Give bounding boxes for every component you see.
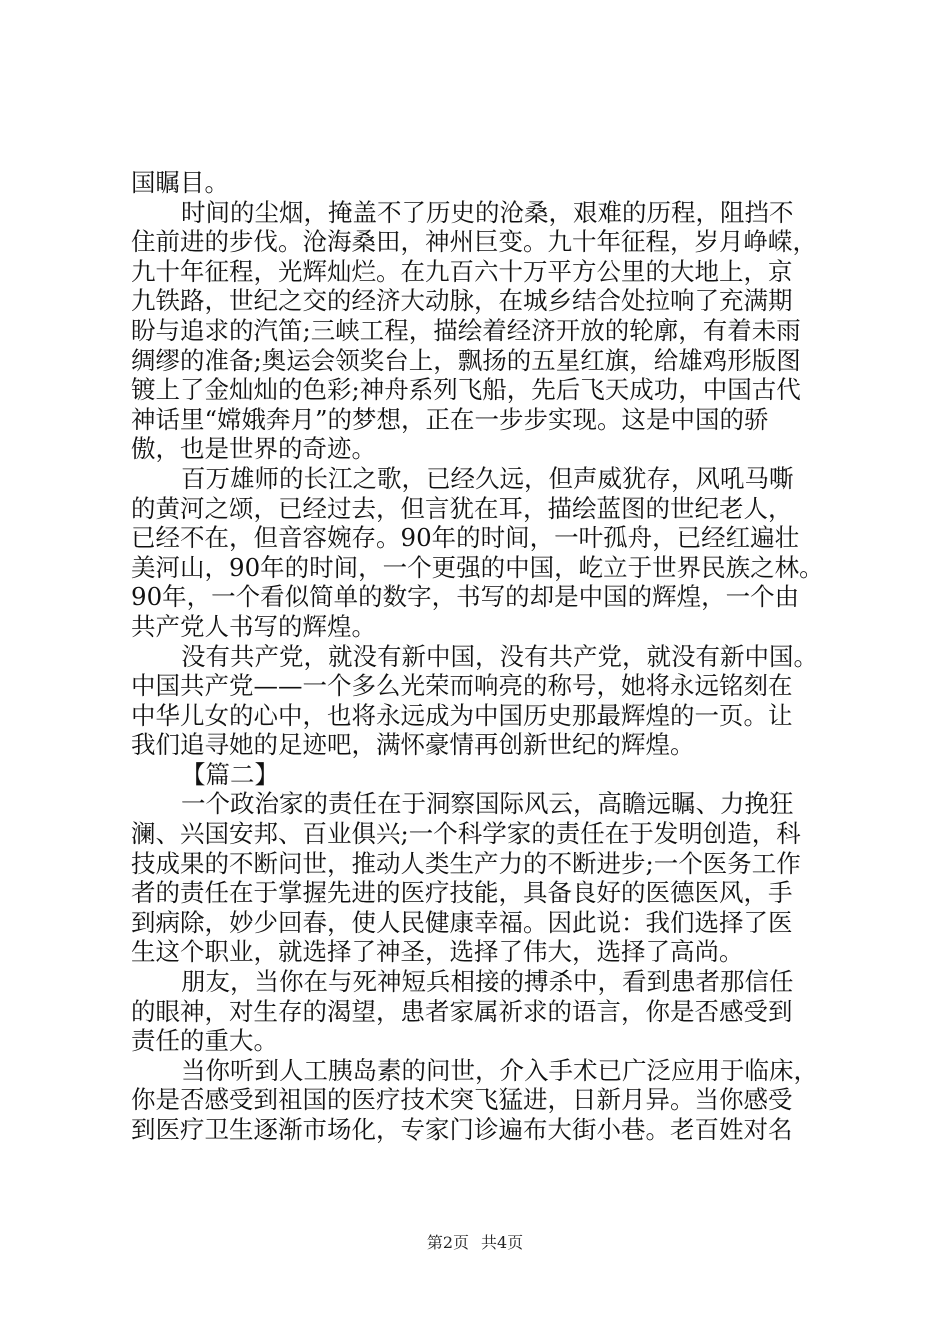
text-line: 九十年征程，光辉灿烂。在九百六十万平方公里的大地上，京 xyxy=(131,256,793,286)
text-line: 神话里“嫦娥奔月”的梦想，正在一步步实现。这是中国的骄 xyxy=(131,404,769,434)
text-line: 百万雄师的长江之歌，已经久远，但声威犹存，风吼马嘶 xyxy=(181,463,794,493)
text-line: 到医疗卫生逐渐市场化，专家门诊遍布大街小巷。老百姓对名 xyxy=(131,1115,793,1144)
text-line: 90年，一个看似简单的数字，书写的却是中国的辉煌，一个由 xyxy=(131,582,800,612)
text-line: 已经不在，但音容婉存。90年的时间，一叶孤舟，已经红遍壮 xyxy=(131,523,800,553)
text-line: 九铁路，世纪之交的经济大动脉，在城乡结合处拉响了充满期 xyxy=(131,286,793,316)
text-line: 你是否感受到祖国的医疗技术突飞猛进，日新月异。当你感受 xyxy=(131,1085,793,1115)
text-line: 朋友，当你在与死神短兵相接的搏杀中，看到患者那信任 xyxy=(181,967,794,997)
text-line: 中华儿女的心中，也将永远成为中国历史那最辉煌的一页。让 xyxy=(131,700,793,730)
page-footer xyxy=(0,1233,950,1253)
text-line: 盼与追求的汽笛;三峡工程，描绘着经济开放的轮廓，有着未雨 xyxy=(131,315,801,345)
text-line: 没有共产党，就没有新中国，没有共产党，就没有新中国。 xyxy=(181,641,818,671)
page-number: 第2页 xyxy=(426,1233,469,1252)
text-line: 一个政治家的责任在于洞察国际风云，高瞻远瞩、力挽狂 xyxy=(181,789,794,819)
text-line: 我们追寻她的足迹吧，满怀豪情再创新世纪的辉煌。 xyxy=(131,730,695,760)
document-body xyxy=(131,168,843,1145)
text-line: 澜、兴国安邦、百业俱兴;一个科学家的责任在于发明创造，科 xyxy=(131,819,801,849)
text-line: 技成果的不断问世，推动人类生产力的不断进步;一个医务工作 xyxy=(131,848,801,878)
page-total: 共4页 xyxy=(481,1233,524,1252)
text-line: 绸缪的准备;奥运会领奖台上，飘扬的五星红旗，给雄鸡形版图 xyxy=(131,345,801,375)
text-line: 到病除，妙少回春，使人民健康幸福。因此说：我们选择了医 xyxy=(131,907,793,937)
text-line: 共产党人书写的辉煌。 xyxy=(131,611,376,641)
text-line: 【篇二】 xyxy=(181,759,279,789)
text-line: 中国共产党——一个多么光荣而响亮的称号，她将永远铭刻在 xyxy=(131,671,793,701)
text-line: 的黄河之颂，已经过去，但言犹在耳，描绘蓝图的世纪老人， xyxy=(131,493,793,523)
text-line: 当你听到人工胰岛素的问世，介入手术已广泛应用于临床， xyxy=(181,1055,818,1085)
text-line: 的眼神，对生存的渴望，患者家属祈求的语言，你是否感受到 xyxy=(131,996,793,1026)
text-line: 傲，也是世界的奇迹。 xyxy=(131,434,376,464)
text-line: 责任的重大。 xyxy=(131,1026,278,1056)
text-line: 生这个职业，就选择了神圣，选择了伟大，选择了高尚。 xyxy=(131,937,744,967)
text-line: 镀上了金灿灿的色彩;神舟系列飞船，先后飞天成功，中国古代 xyxy=(131,375,801,405)
text-line: 国瞩目。 xyxy=(131,168,229,197)
text-line: 美河山，90年的时间，一个更强的中国，屹立于世界民族之林。 xyxy=(131,552,824,582)
text-line: 住前进的步伐。沧海桑田，神州巨变。九十年征程，岁月峥嵘， xyxy=(131,227,817,257)
text-line: 者的责任在于掌握先进的医疗技能，具备良好的医德医风，手 xyxy=(131,878,793,908)
text-line: 时间的尘烟，掩盖不了历史的沧桑，艰难的历程，阻挡不 xyxy=(181,197,794,227)
